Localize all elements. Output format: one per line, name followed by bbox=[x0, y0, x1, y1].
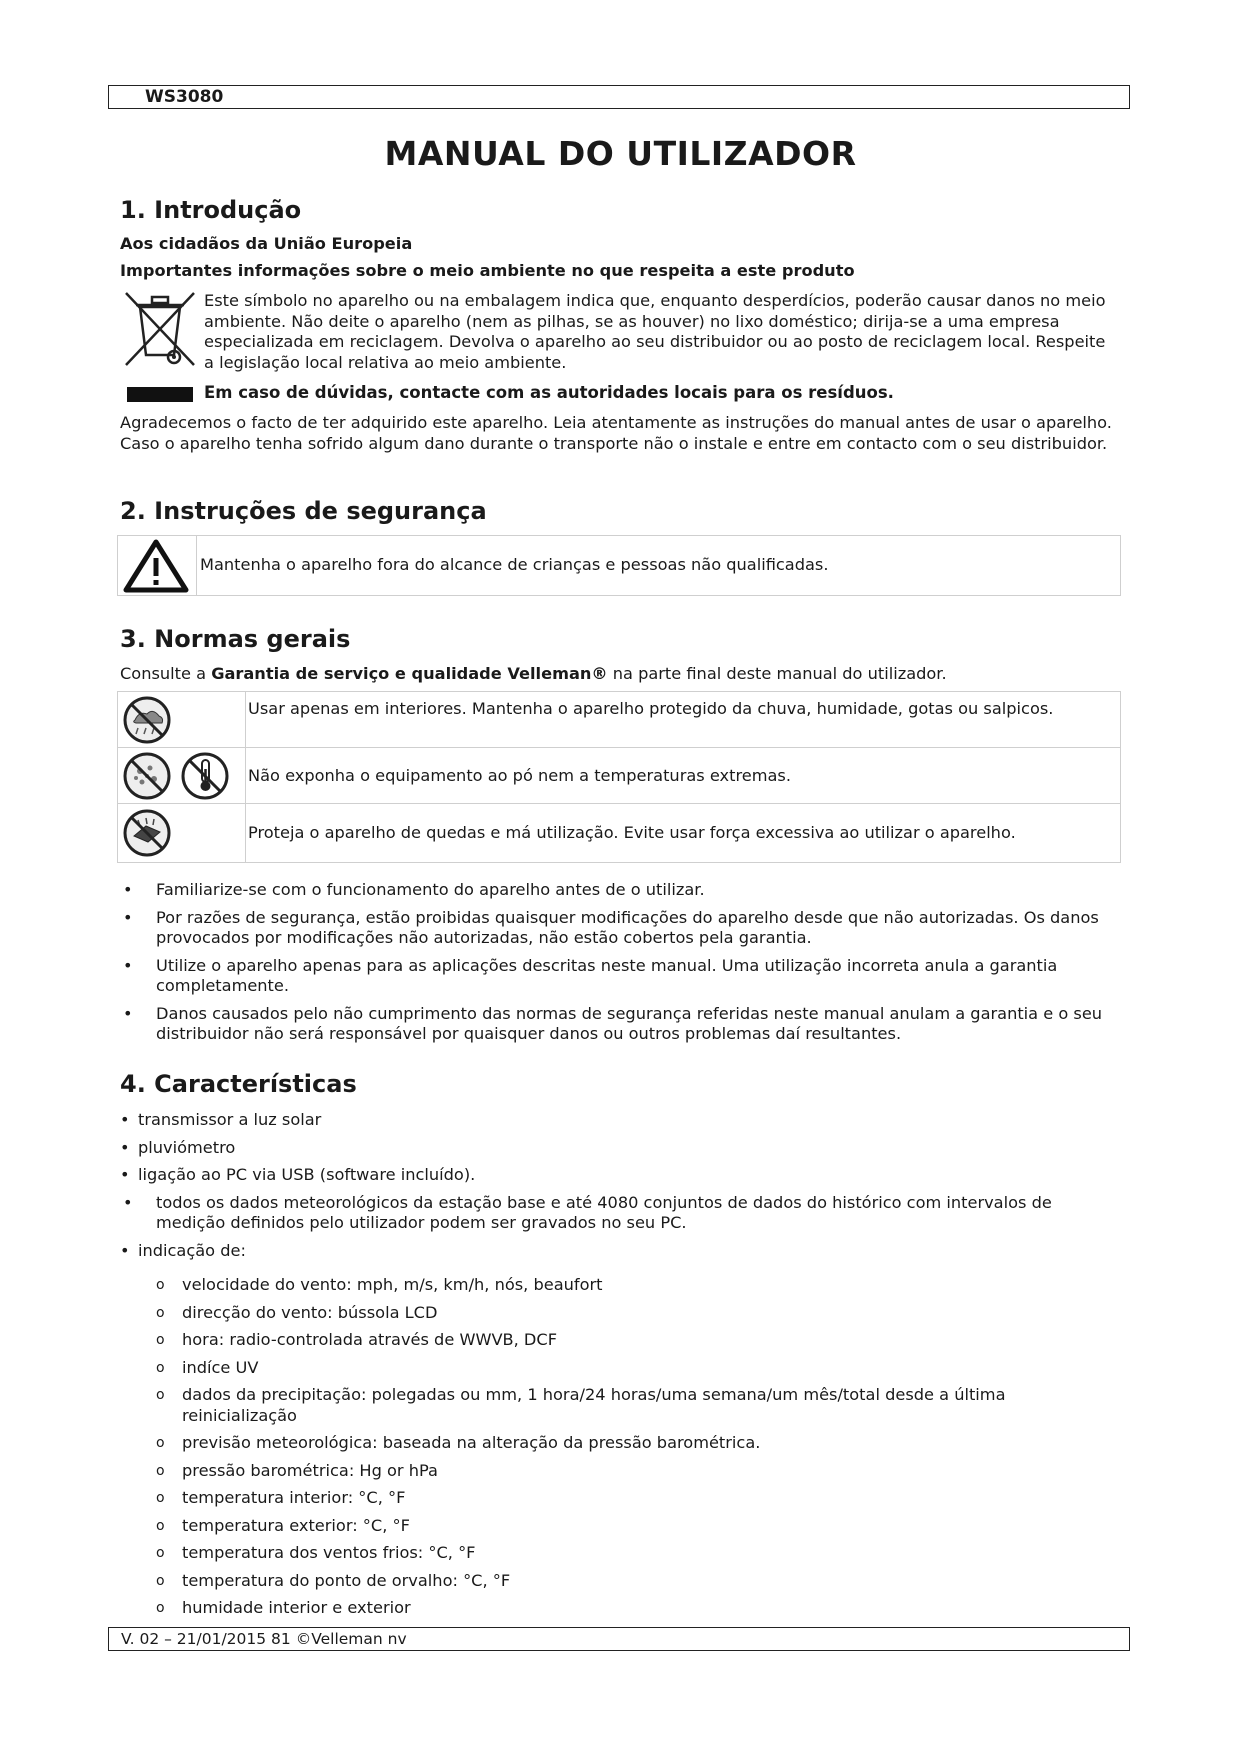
thank-you-paragraph: Agradecemos o facto de ter adquirido este aparelho. Leia atentamente as instruções do manual antes de usar o aparelho. Caso o aparelho tenha sofrido algum dano durante o transporte não o instale e entre em contacto com o seu distribuidor. bbox=[120, 413, 1112, 453]
page-footer bbox=[108, 1627, 1130, 1651]
weee-black-bar bbox=[127, 387, 193, 402]
list-item: o humidade interior e exterior bbox=[120, 1598, 1120, 1619]
document-title: MANUAL DO UTILIZADOR bbox=[384, 134, 857, 173]
norm-row-handling bbox=[118, 804, 1120, 862]
section-heading-general-norms: 3. Normas gerais bbox=[120, 625, 351, 653]
weee-notice-text: Este símbolo no aparelho ou na embalagem indica que, enquanto desperdícios, poderão causar danos no meio ambiente. Não deite o aparelho (nem as pilhas, se as houver) no lixo doméstico; dirija-se a uma empresa especializada em reciclagem. Devolva o aparelho ao seu distribuidor ou ao posto de reciclagem local. Respeite a legislação local relativa ao meio ambiente. bbox=[204, 291, 1106, 372]
footer-text: V. 02 – 21/01/2015 81 ©Velleman nv bbox=[121, 1630, 407, 1648]
general-norms-table bbox=[117, 691, 1121, 863]
list-item: • Utilize o aparelho apenas para as aplicações descritas neste manual. Uma utilização incorreta anula a garantia completamente. bbox=[120, 956, 1120, 997]
safety-warning-table bbox=[117, 535, 1121, 596]
no-extreme-temperature-icon bbox=[178, 749, 234, 803]
list-item: o velocidade do vento: mph, m/s, km/h, nós, beaufort bbox=[120, 1275, 1120, 1296]
norm-text-indoor: Usar apenas em interiores. Mantenha o aparelho protegido da chuva, humidade, gotas ou salpicos. bbox=[248, 699, 1054, 718]
list-item: • ligação ao PC via USB (software incluído). bbox=[120, 1165, 1120, 1186]
list-item: o temperatura interior: °C, °F bbox=[120, 1488, 1120, 1509]
eu-citizens-subheading: Aos cidadãos da União Europeia bbox=[120, 234, 413, 253]
norm-icon-cell bbox=[118, 692, 246, 747]
list-item: o hora: radio-controlada através de WWVB, DCF bbox=[120, 1330, 1120, 1351]
list-item: • Por razões de segurança, estão proibidas quaisquer modificações do aparelho desde que não autorizadas. Os danos provocados por modificações não autorizadas, não estão cobertos pela garantia. bbox=[120, 908, 1120, 949]
norm-text-handling: Proteja o aparelho de quedas e má utilização. Evite usar força excessiva ao utilizar o aparelho. bbox=[248, 823, 1016, 842]
warranty-reference-bold: Garantia de serviço e qualidade Velleman® bbox=[211, 664, 608, 683]
list-item: o temperatura do ponto de orvalho: °C, °F bbox=[120, 1571, 1120, 1592]
weee-crossed-bin-icon bbox=[122, 289, 198, 371]
safety-icon-cell bbox=[118, 536, 197, 595]
model-number: WS3080 bbox=[145, 87, 224, 107]
section-heading-safety: 2. Instruções de segurança bbox=[120, 497, 487, 525]
no-drop-icon bbox=[120, 806, 176, 860]
section-heading-features: 4. Características bbox=[120, 1070, 357, 1098]
general-norms-bullets bbox=[120, 880, 1120, 1052]
page-header bbox=[108, 85, 1130, 109]
list-item: o temperatura dos ventos frios: °C, °F bbox=[120, 1543, 1120, 1564]
norm-row-dust-temperature bbox=[118, 748, 1120, 804]
features-list bbox=[120, 1110, 1120, 1268]
warranty-reference-post: na parte final deste manual do utilizador. bbox=[607, 664, 947, 683]
list-item: o indíce UV bbox=[120, 1358, 1120, 1379]
list-item: o dados da precipitação: polegadas ou mm, 1 hora/24 horas/uma semana/um mês/total desde a última reinicialização bbox=[120, 1385, 1120, 1426]
list-item: • transmissor a luz solar bbox=[120, 1110, 1120, 1131]
no-rain-icon bbox=[120, 693, 176, 747]
list-item: o previsão meteorológica: baseada na alteração da pressão barométrica. bbox=[120, 1433, 1120, 1454]
weee-contact-notice: Em caso de dúvidas, contacte com as autoridades locais para os resíduos. bbox=[204, 383, 894, 402]
warning-triangle-icon bbox=[118, 536, 194, 594]
list-item: • Familiarize-se com o funcionamento do aparelho antes de o utilizar. bbox=[120, 880, 1120, 901]
list-item: o direcção do vento: bússola LCD bbox=[120, 1303, 1120, 1324]
list-item: o pressão barométrica: Hg or hPa bbox=[120, 1461, 1120, 1482]
no-dust-icon bbox=[120, 749, 176, 803]
norm-icon-cell bbox=[118, 804, 246, 862]
warranty-reference bbox=[120, 663, 1120, 684]
safety-warning-text: Mantenha o aparelho fora do alcance de crianças e pessoas não qualificadas. bbox=[200, 555, 829, 574]
norm-row-indoor bbox=[118, 692, 1120, 748]
list-item: • pluviómetro bbox=[120, 1138, 1120, 1159]
norm-icon-cell bbox=[118, 748, 246, 803]
list-item: • todos os dados meteorológicos da estação base e até 4080 conjuntos de dados do histórico com intervalos de medição definidos pelo utilizador podem ser gravados no seu PC. bbox=[120, 1193, 1120, 1234]
list-item: • Danos causados pelo não cumprimento das normas de segurança referidas neste manual anulam a garantia e o seu distribuidor não será responsável por quaisquer danos ou outros problemas daí resultantes. bbox=[120, 1004, 1120, 1045]
warranty-reference-pre: Consulte a bbox=[120, 664, 212, 683]
list-item: o temperatura exterior: °C, °F bbox=[120, 1516, 1120, 1537]
features-sublist bbox=[120, 1275, 1120, 1626]
list-item: • indicação de: bbox=[120, 1241, 1120, 1262]
section-heading-introduction: 1. Introdução bbox=[120, 196, 302, 224]
environment-info-subheading: Importantes informações sobre o meio ambiente no que respeita a este produto bbox=[120, 261, 855, 280]
norm-text-dust-temperature: Não exponha o equipamento ao pó nem a temperaturas extremas. bbox=[248, 766, 791, 785]
